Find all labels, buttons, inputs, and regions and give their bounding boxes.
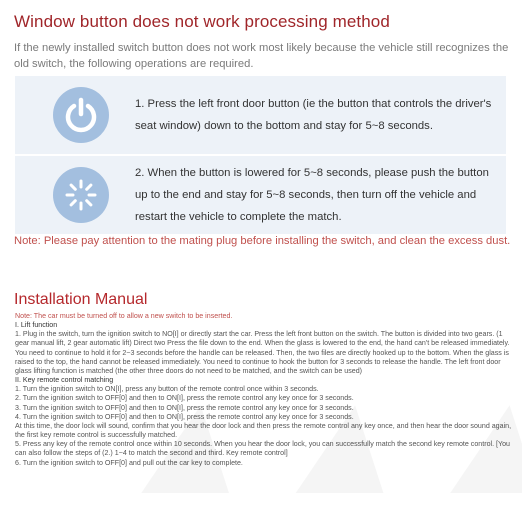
step-1-text: 1. Press the left front door button (ie the button that controls the driver's seat window) down to the bottom and stay for 5~8 seconds. [135, 98, 492, 132]
install-note: Note: Please pay attention to the mating plug before installing the switch, and clean the excess dust. [14, 235, 511, 247]
step-card-2 [15, 156, 506, 234]
remote-step: 2. Turn the ignition switch to OFF[0] and then to ON[I], press the remote control any key once for 3 seconds. [15, 394, 354, 403]
manual-note: Note: The car must be turned off to allow a new switch to be inserted. [15, 312, 233, 320]
remote-step: At this time, the door lock will sound, confirm that you hear the door lock and then press the remote control any key once, and then hear the door sound again, the first key remote control is successfully matched. [15, 421, 512, 440]
intro-text: If the newly installed switch button does not work most likely because the vehicle still recognizes the old switch, the following operations are required. [14, 42, 509, 70]
step-card-1 [15, 76, 506, 154]
loading-icon [53, 167, 109, 223]
remote-step: 3. Turn the ignition switch to OFF[0] and then to ON[I], press the remote control any key once for 3 seconds. [15, 403, 354, 412]
power-icon [53, 87, 109, 143]
remote-step: 5. Press any key of the remote control once within 10 seconds. When you hear the door lock, you can successfully match the second key remote control. [You can also follow the steps of (2.) 1~4 to match the second and third. Key remote control] [15, 440, 510, 458]
lift-function-text: 1. Plug in the switch, turn the ignition switch to NO[I] or directly start the car. Press the left front button on the switch. The button is divided into two gears. (1 gear manual lift, 2 gear automatic lift) Direct two Press the file down to the end. When the glass is lowered to the end, the hand can't be released immediately. You need to continue to hold it for 2~3 seconds before the handle can be released. Then, the two files are directly hooked up to the bottom. When the glass is raised to the top, the hand cannot be released immediately. You need to continue to hook the button for 3 seconds to release the handle. The left front door glass lifting function is matched (the other three doors do not need to be matched, and the switch can be used) [15, 330, 510, 375]
remote-step: 1. Turn the ignition switch to ON[I], press any button of the remote control once within 3 seconds. [15, 385, 319, 394]
step-2-text: 2. When the button is lowered for 5~8 seconds, please push the button up to the end and stay for 5~8 seconds, then turn off the vehicle and restart the vehicle to complete the match. [135, 167, 489, 223]
remote-step: 6. Turn the ignition switch to OFF[0] and pull out the car key to complete. [15, 458, 243, 467]
lift-function-heading: I. Lift function [15, 321, 58, 330]
remote-matching-heading: II. Key remote control matching [15, 376, 114, 385]
watermark-graphic [105, 355, 522, 528]
section-title-installation-manual: Installation Manual [14, 291, 148, 308]
section-title-window-button: Window button does not work processing method [14, 12, 390, 31]
remote-step: 4. Turn the ignition switch to OFF[0] and then to ON[I], press the remote control any key once for 3 seconds. [15, 412, 354, 421]
